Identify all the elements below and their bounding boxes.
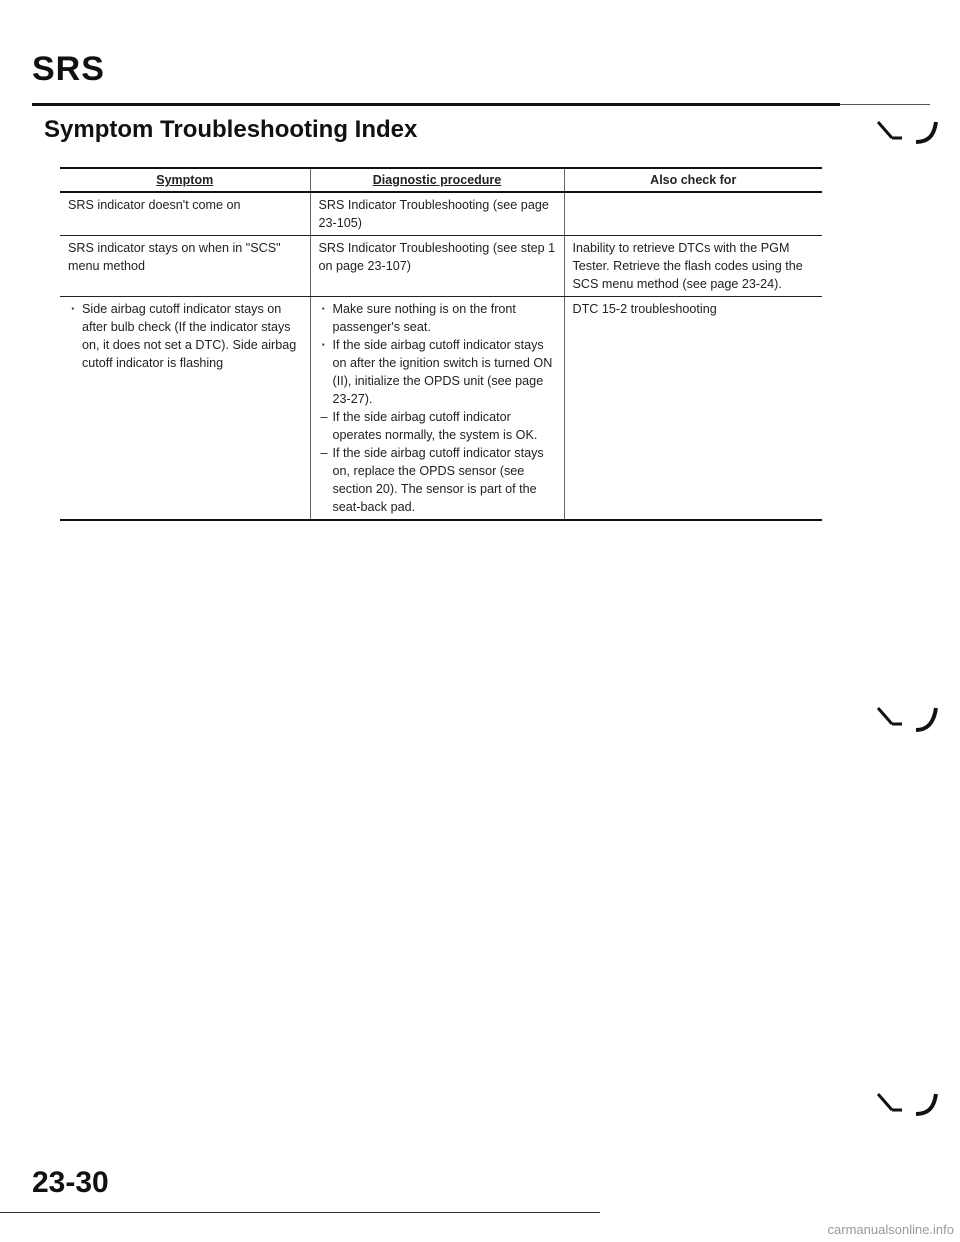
table-row [60,297,822,521]
corner-mark-icon [876,1090,942,1120]
footer-rule [0,1212,600,1213]
cell-symptom: SRS indicator doesn't come on [60,192,310,236]
header-rule-extension [840,104,930,105]
corner-mark-icon [876,118,942,148]
page-number: 23-30 [32,1166,109,1199]
table-header-row [60,168,822,192]
column-header-also-check: Also check for [564,168,822,192]
column-header-symptom: Symptom [60,168,310,192]
cell-symptom: SRS indicator stays on when in "SCS" menu method [60,236,310,297]
table-row [60,236,822,297]
table-row [60,192,822,236]
section-title: SRS [32,50,105,88]
symptom-index-table [60,167,822,521]
cell-also-check [564,192,822,236]
procedure-subitem: – If the side airbag cutoff indicator stays on, replace the OPDS sensor (see section 20). The sensor is part of the seat-back pad. [333,444,556,516]
cell-also-check: DTC 15-2 troubleshooting [564,297,822,521]
procedure-bullet: · Make sure nothing is on the front passenger's seat. [333,300,556,336]
corner-mark-icon [876,704,942,736]
procedure-bullet [333,336,556,516]
symptom-bullet: · Side airbag cutoff indicator stays on after bulb check (If the indicator stays on, it does not set a DTC). Side airbag cutoff indicator is flashing [82,300,302,372]
cell-procedure [310,297,564,521]
header-rule [32,103,840,106]
column-header-procedure: Diagnostic procedure [310,168,564,192]
procedure-subitem: – If the side airbag cutoff indicator operates normally, the system is OK. [333,408,556,444]
cell-also-check: Inability to retrieve DTCs with the PGM Tester. Retrieve the flash codes using the SCS menu method (see page 23-24). [564,236,822,297]
cell-symptom [60,297,310,521]
watermark: carmanualsonline.info [827,1222,954,1237]
procedure-bullet-text: If the side airbag cutoff indicator stays on after the ignition switch is turned ON (II), initialize the OPDS unit (see page 23-27). [332,338,553,406]
page-title: Symptom Troubleshooting Index [44,116,418,143]
cell-procedure: SRS Indicator Troubleshooting (see page 23-105) [310,192,564,236]
cell-procedure: SRS Indicator Troubleshooting (see step 1 on page 23-107) [310,236,564,297]
